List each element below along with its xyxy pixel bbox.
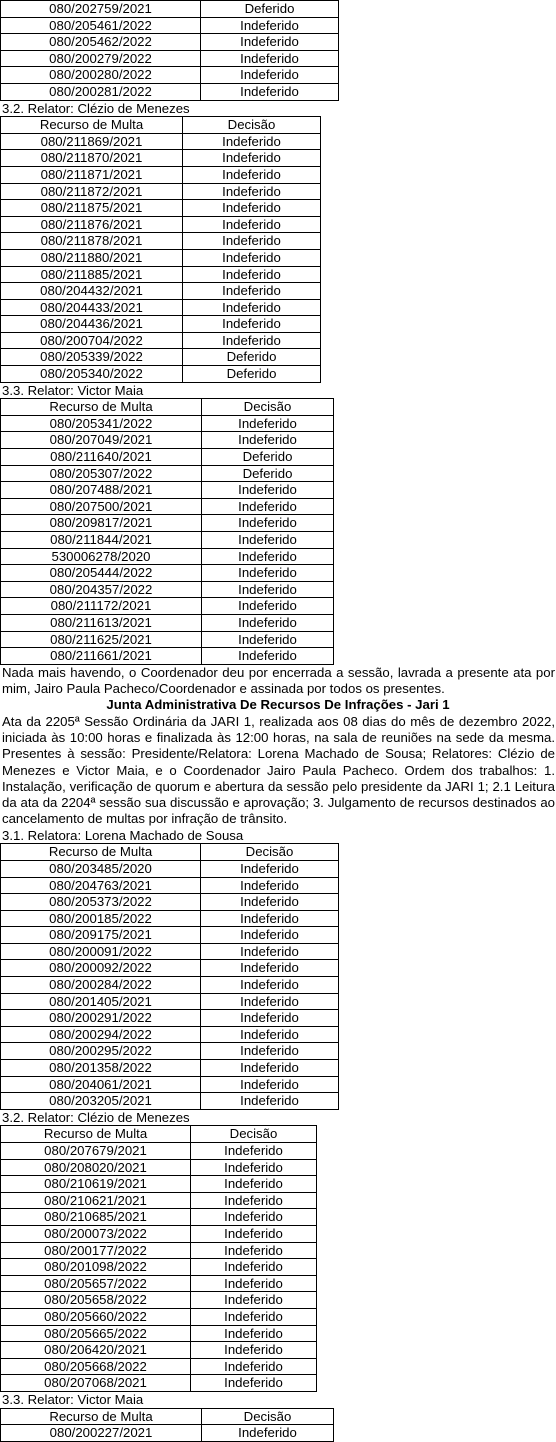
table-row — [1, 332, 321, 349]
decisao-cell: Indeferido — [202, 482, 334, 499]
table-row — [1, 515, 334, 532]
decisao-cell: Indeferido — [191, 1259, 317, 1276]
recurso-cell: 080/211844/2021 — [1, 532, 202, 549]
decisao-cell: Indeferido — [191, 1143, 317, 1160]
decisao-cell: Indeferido — [183, 233, 321, 250]
table-row — [1, 1043, 339, 1060]
decisao-cell: Indeferido — [191, 1275, 317, 1292]
table-header-row — [1, 1126, 317, 1143]
column-header-recurso: Recurso de Multa — [1, 1408, 202, 1425]
table-row — [1, 266, 321, 283]
recurso-cell: 080/211172/2021 — [1, 598, 202, 615]
table-row — [1, 415, 334, 432]
recurso-cell: 080/201098/2022 — [1, 1259, 191, 1276]
decisao-cell: Indeferido — [202, 432, 334, 449]
decisao-cell: Deferido — [183, 366, 321, 383]
decisao-cell: Indeferido — [191, 1225, 317, 1242]
recurso-cell: 080/200295/2022 — [1, 1043, 201, 1060]
table-row — [1, 614, 334, 631]
decisao-cell: Indeferido — [183, 166, 321, 183]
recurso-cell: 080/205307/2022 — [1, 465, 202, 482]
decisao-cell: Indeferido — [201, 50, 339, 67]
decisao-cell: Indeferido — [191, 1308, 317, 1325]
decisao-cell: Indeferido — [202, 415, 334, 432]
decisao-cell: Indeferido — [191, 1209, 317, 1226]
table-row — [1, 216, 321, 233]
recurso-cell: 080/204432/2021 — [1, 283, 183, 300]
recurso-cell: 080/202759/2021 — [1, 1, 201, 18]
recurso-cell: 080/204061/2021 — [1, 1076, 201, 1093]
decisao-cell: Indeferido — [202, 648, 334, 665]
decisao-cell: Indeferido — [201, 1043, 339, 1060]
table-row — [1, 67, 339, 84]
decisao-cell: Indeferido — [183, 200, 321, 217]
decisao-cell: Indeferido — [201, 877, 339, 894]
table-row — [1, 1159, 317, 1176]
table-row — [1, 50, 339, 67]
appeals-table — [0, 116, 321, 383]
table-header-row — [1, 399, 334, 416]
table-row — [1, 943, 339, 960]
table-row — [1, 1358, 317, 1375]
decisao-cell: Indeferido — [201, 67, 339, 84]
decisao-cell: Indeferido — [183, 133, 321, 150]
appeals-table — [0, 398, 334, 665]
table-row — [1, 249, 321, 266]
decisao-cell: Indeferido — [201, 1076, 339, 1093]
recurso-cell: 080/211625/2021 — [1, 631, 202, 648]
recurso-cell: 080/210619/2021 — [1, 1176, 191, 1193]
table-header-row — [1, 1408, 334, 1425]
table-row — [1, 166, 321, 183]
recurso-cell: 080/208020/2021 — [1, 1159, 191, 1176]
decisao-cell: Deferido — [201, 1, 339, 18]
recurso-cell: 080/205339/2022 — [1, 349, 183, 366]
table-row — [1, 598, 334, 615]
recurso-cell: 080/200092/2022 — [1, 960, 201, 977]
column-header-recurso: Recurso de Multa — [1, 117, 183, 134]
recurso-cell: 080/205660/2022 — [1, 1308, 191, 1325]
table-row — [1, 366, 321, 383]
table-row — [1, 565, 334, 582]
table-row — [1, 1192, 317, 1209]
table-row — [1, 1275, 317, 1292]
table-row — [1, 1209, 317, 1226]
table-row — [1, 532, 334, 549]
decisao-cell: Indeferido — [202, 581, 334, 598]
decisao-cell: Indeferido — [202, 515, 334, 532]
paragraph: Nada mais havendo, o Coordenador deu por encerrada a sessão, lavrada a presente ata por mim, Jairo Paula Pacheco/Coordenador e assinada por todos os presentes. — [2, 664, 555, 697]
decisao-cell: Indeferido — [201, 910, 339, 927]
recurso-cell: 080/200227/2021 — [1, 1425, 202, 1442]
decisao-cell: Indeferido — [183, 216, 321, 233]
recurso-cell: 080/205340/2022 — [1, 366, 183, 383]
recurso-cell: 080/201358/2022 — [1, 1060, 201, 1077]
table-row — [1, 1010, 339, 1027]
recurso-cell: 080/211875/2021 — [1, 200, 183, 217]
table-row — [1, 548, 334, 565]
recurso-cell: 080/207068/2021 — [1, 1375, 191, 1392]
decisao-cell: Indeferido — [201, 34, 339, 51]
column-header-decisao: Decisão — [202, 1408, 334, 1425]
table-row — [1, 1, 339, 18]
table-header-row — [1, 844, 339, 861]
table-row — [1, 1225, 317, 1242]
decisao-cell: Deferido — [202, 449, 334, 466]
decisao-cell: Indeferido — [202, 1425, 334, 1442]
decisao-cell: Indeferido — [201, 17, 339, 34]
column-header-decisao: Decisão — [191, 1126, 317, 1143]
table-row — [1, 910, 339, 927]
decisao-cell: Indeferido — [202, 565, 334, 582]
decisao-cell: Indeferido — [201, 943, 339, 960]
table-row — [1, 1242, 317, 1259]
recurso-cell: 080/205665/2022 — [1, 1325, 191, 1342]
recurso-cell: 080/205461/2022 — [1, 17, 201, 34]
recurso-cell: 080/211870/2021 — [1, 150, 183, 167]
table-row — [1, 631, 334, 648]
decisao-cell: Indeferido — [191, 1375, 317, 1392]
paragraph: Ata da 2205ª Sessão Ordinária da JARI 1, realizada aos 08 dias do mês de dezembro 2022, iniciada às 10:00 horas e finalizada às 12:00 horas, na sala de reuniões na sede da mesma. Presentes à sessão: Presidente/Relatora: Lorena Machado de Sousa; Relatores: Clézio de Menezes e Victor Maia, e o Coordenador Jairo Paula Pacheco. Ordem dos trabalhos: 1. Instalação, verificação de quorum e abertura da sessão pelo presidente da JARI 1; 2.1 Leitura da ata da 2204ª sessão sua discussão e aprovação; 3. Julgamento de recursos destinados ao cancelamento de multas por infração de trânsito. — [2, 713, 555, 827]
decisao-cell: Indeferido — [201, 993, 339, 1010]
table-row — [1, 1375, 317, 1392]
table-row — [1, 977, 339, 994]
recurso-cell: 080/200281/2022 — [1, 83, 201, 100]
table-row — [1, 1292, 317, 1309]
decisao-cell: Indeferido — [202, 498, 334, 515]
decisao-cell: Indeferido — [191, 1325, 317, 1342]
table-row — [1, 648, 334, 665]
decisao-cell: Indeferido — [202, 631, 334, 648]
decisao-cell: Indeferido — [191, 1159, 317, 1176]
decisao-cell: Indeferido — [202, 614, 334, 631]
table-row — [1, 465, 334, 482]
table-row — [1, 927, 339, 944]
table-row — [1, 1176, 317, 1193]
decisao-cell: Indeferido — [201, 1010, 339, 1027]
recurso-cell: 080/211869/2021 — [1, 133, 183, 150]
recurso-cell: 080/207500/2021 — [1, 498, 202, 515]
recurso-cell: 080/203205/2021 — [1, 1093, 201, 1110]
table-row — [1, 133, 321, 150]
decisao-cell: Indeferido — [191, 1242, 317, 1259]
column-header-recurso: Recurso de Multa — [1, 399, 202, 416]
table-row — [1, 432, 334, 449]
table-row — [1, 233, 321, 250]
appeals-table — [0, 0, 339, 101]
table-row — [1, 1325, 317, 1342]
decisao-cell: Indeferido — [201, 1026, 339, 1043]
recurso-cell: 080/200294/2022 — [1, 1026, 201, 1043]
column-header-decisao: Decisão — [183, 117, 321, 134]
section-heading: 3.2. Relator: Clézio de Menezes — [2, 100, 190, 116]
recurso-cell: 080/209817/2021 — [1, 515, 202, 532]
table-row — [1, 34, 339, 51]
recurso-cell: 080/203485/2020 — [1, 860, 201, 877]
recurso-cell: 080/204763/2021 — [1, 877, 201, 894]
decisao-cell: Indeferido — [191, 1358, 317, 1375]
table-row — [1, 1259, 317, 1276]
decisao-cell: Indeferido — [201, 1060, 339, 1077]
appeals-table — [0, 843, 339, 1110]
recurso-cell: 080/200279/2022 — [1, 50, 201, 67]
section-heading: 3.2. Relator: Clézio de Menezes — [2, 1109, 190, 1125]
decisao-cell: Indeferido — [183, 183, 321, 200]
decisao-cell: Indeferido — [201, 1093, 339, 1110]
document-title: Junta Administrativa De Recursos De Infrações - Jari 1 — [106, 697, 450, 713]
decisao-cell: Indeferido — [202, 598, 334, 615]
decisao-cell: Indeferido — [183, 299, 321, 316]
recurso-cell: 080/205668/2022 — [1, 1358, 191, 1375]
decisao-cell: Deferido — [183, 349, 321, 366]
recurso-cell: 080/207049/2021 — [1, 432, 202, 449]
recurso-cell: 080/211885/2021 — [1, 266, 183, 283]
recurso-cell: 080/211661/2021 — [1, 648, 202, 665]
decisao-cell: Indeferido — [201, 927, 339, 944]
decisao-cell: Indeferido — [202, 532, 334, 549]
recurso-cell: 080/205658/2022 — [1, 1292, 191, 1309]
table-row — [1, 283, 321, 300]
recurso-cell: 080/211872/2021 — [1, 183, 183, 200]
appeals-table — [0, 1125, 317, 1392]
table-row — [1, 1308, 317, 1325]
section-heading: 3.3. Relator: Victor Maia — [2, 1391, 144, 1407]
column-header-recurso: Recurso de Multa — [1, 844, 201, 861]
section-heading: 3.3. Relator: Victor Maia — [2, 382, 144, 398]
section-heading: 3.1. Relatora: Lorena Machado de Sousa — [2, 827, 244, 843]
table-row — [1, 1026, 339, 1043]
recurso-cell: 080/210621/2021 — [1, 1192, 191, 1209]
recurso-cell: 080/204357/2022 — [1, 581, 202, 598]
table-row — [1, 183, 321, 200]
decisao-cell: Deferido — [202, 465, 334, 482]
decisao-cell: Indeferido — [191, 1342, 317, 1359]
recurso-cell: 080/207488/2021 — [1, 482, 202, 499]
decisao-cell: Indeferido — [201, 860, 339, 877]
decisao-cell: Indeferido — [201, 894, 339, 911]
table-row — [1, 349, 321, 366]
recurso-cell: 080/206420/2021 — [1, 1342, 191, 1359]
recurso-cell: 080/201405/2021 — [1, 993, 201, 1010]
decisao-cell: Indeferido — [183, 316, 321, 333]
table-row — [1, 993, 339, 1010]
decisao-cell: Indeferido — [183, 283, 321, 300]
appeals-table — [0, 1408, 334, 1442]
decisao-cell: Indeferido — [183, 249, 321, 266]
recurso-cell: 080/204433/2021 — [1, 299, 183, 316]
decisao-cell: Indeferido — [183, 332, 321, 349]
recurso-cell: 080/200091/2022 — [1, 943, 201, 960]
table-row — [1, 299, 321, 316]
recurso-cell: 080/200280/2022 — [1, 67, 201, 84]
recurso-cell: 530006278/2020 — [1, 548, 202, 565]
table-row — [1, 877, 339, 894]
recurso-cell: 080/211880/2021 — [1, 249, 183, 266]
table-row — [1, 1143, 317, 1160]
recurso-cell: 080/205373/2022 — [1, 894, 201, 911]
recurso-cell: 080/209175/2021 — [1, 927, 201, 944]
recurso-cell: 080/200073/2022 — [1, 1225, 191, 1242]
table-row — [1, 200, 321, 217]
table-row — [1, 1425, 334, 1442]
recurso-cell: 080/211878/2021 — [1, 233, 183, 250]
decisao-cell: Indeferido — [201, 960, 339, 977]
decisao-cell: Indeferido — [183, 150, 321, 167]
recurso-cell: 080/207679/2021 — [1, 1143, 191, 1160]
table-row — [1, 482, 334, 499]
column-header-decisao: Decisão — [202, 399, 334, 416]
recurso-cell: 080/211613/2021 — [1, 614, 202, 631]
decisao-cell: Indeferido — [201, 83, 339, 100]
table-row — [1, 1342, 317, 1359]
recurso-cell: 080/211640/2021 — [1, 449, 202, 466]
recurso-cell: 080/211876/2021 — [1, 216, 183, 233]
table-row — [1, 1093, 339, 1110]
table-row — [1, 894, 339, 911]
table-row — [1, 449, 334, 466]
table-row — [1, 860, 339, 877]
table-row — [1, 1060, 339, 1077]
recurso-cell: 080/205444/2022 — [1, 565, 202, 582]
recurso-cell: 080/200185/2022 — [1, 910, 201, 927]
recurso-cell: 080/200291/2022 — [1, 1010, 201, 1027]
recurso-cell: 080/211871/2021 — [1, 166, 183, 183]
decisao-cell: Indeferido — [201, 977, 339, 994]
recurso-cell: 080/204436/2021 — [1, 316, 183, 333]
decisao-cell: Indeferido — [202, 548, 334, 565]
table-row — [1, 581, 334, 598]
decisao-cell: Indeferido — [191, 1176, 317, 1193]
recurso-cell: 080/205341/2022 — [1, 415, 202, 432]
recurso-cell: 080/200704/2022 — [1, 332, 183, 349]
table-header-row — [1, 117, 321, 134]
recurso-cell: 080/210685/2021 — [1, 1209, 191, 1226]
recurso-cell: 080/205657/2022 — [1, 1275, 191, 1292]
decisao-cell: Indeferido — [191, 1192, 317, 1209]
column-header-recurso: Recurso de Multa — [1, 1126, 191, 1143]
table-row — [1, 150, 321, 167]
decisao-cell: Indeferido — [191, 1292, 317, 1309]
table-row — [1, 960, 339, 977]
recurso-cell: 080/200284/2022 — [1, 977, 201, 994]
table-row — [1, 83, 339, 100]
column-header-decisao: Decisão — [201, 844, 339, 861]
table-row — [1, 17, 339, 34]
table-row — [1, 316, 321, 333]
recurso-cell: 080/200177/2022 — [1, 1242, 191, 1259]
table-row — [1, 1076, 339, 1093]
decisao-cell: Indeferido — [183, 266, 321, 283]
table-row — [1, 498, 334, 515]
recurso-cell: 080/205462/2022 — [1, 34, 201, 51]
